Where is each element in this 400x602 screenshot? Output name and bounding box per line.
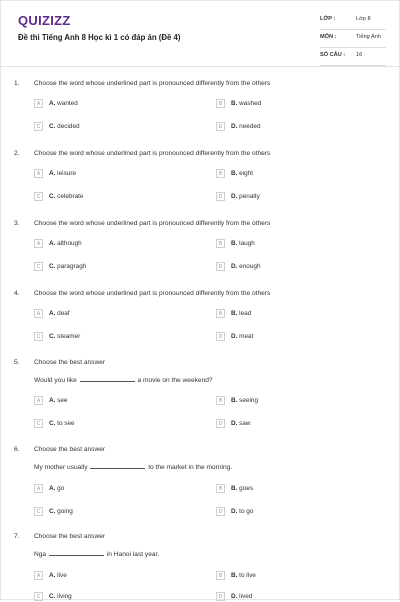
option-text: B. to live [231, 572, 256, 579]
option-letter: D [216, 419, 225, 428]
question-text: Choose the best answer [34, 446, 106, 453]
option-letter: C [34, 262, 43, 271]
meta-row-count [320, 48, 386, 66]
option-letter: C [34, 122, 43, 131]
question-number: 5. [14, 359, 20, 366]
option-letter: B [216, 571, 225, 580]
option-text: B. seeing [231, 397, 259, 404]
question-text: Choose the best answer [34, 533, 106, 540]
meta-value: 16 [356, 52, 363, 58]
question-text: Choose the word whose underlined part is pronounced differently from the others [34, 220, 271, 227]
option-letter: D [216, 507, 225, 516]
option-letter: C [34, 419, 43, 428]
option-text: B. goes [231, 485, 254, 492]
option-letter: B [216, 169, 225, 178]
option-letter: A [34, 571, 43, 580]
option-text: D. lived [231, 593, 253, 600]
question-sentence [34, 463, 232, 471]
question-text: Choose the word whose underlined part is pronounced differently from the others [34, 290, 271, 297]
option-text: C. to see [49, 420, 75, 427]
option-letter: D [216, 332, 225, 341]
meta-row-class [320, 12, 386, 30]
option-text: C. living [49, 593, 72, 600]
option-text: D. needed [231, 123, 261, 130]
option-text: A. see [49, 397, 68, 404]
option-text: C. going [49, 508, 73, 515]
option-letter: B [216, 309, 225, 318]
option-text: A. deaf [49, 310, 70, 317]
option-letter: D [216, 592, 225, 601]
sentence-after: in Hanoi last year. [106, 551, 160, 558]
option-letter: A [34, 396, 43, 405]
option-text: D. to go [231, 508, 254, 515]
option-letter: D [216, 122, 225, 131]
quizizz-logo: QUIZIZZ [18, 13, 71, 28]
question-number: 1. [14, 80, 20, 87]
question-number: 4. [14, 290, 20, 297]
option-letter: C [34, 192, 43, 201]
question-text: Choose the best answer [34, 359, 106, 366]
option-text: D. penalty [231, 193, 260, 200]
question-text: Choose the word whose underlined part is pronounced differently from the others [34, 150, 271, 157]
option-text: C. celebrate [49, 193, 84, 200]
meta-value: Tiếng Anh [356, 34, 381, 40]
sentence-after: a movie on the weekend? [137, 377, 213, 384]
option-text: A. although [49, 240, 82, 247]
document-title: Đề thi Tiếng Anh 8 Học kì 1 có đáp án (Đề 4) [18, 33, 181, 42]
option-text: C. decided [49, 123, 80, 130]
option-text: D. enough [231, 263, 261, 270]
meta-table [320, 12, 386, 66]
option-letter: C [34, 332, 43, 341]
question-text: Choose the word whose underlined part is pronounced differently from the others [34, 80, 271, 87]
option-text: B. washed [231, 100, 262, 107]
question-number: 2. [14, 150, 20, 157]
option-text: A. live [49, 572, 67, 579]
meta-label: SỐ CÂU : [320, 52, 346, 58]
option-letter: A [34, 309, 43, 318]
question-sentence [34, 550, 159, 558]
option-letter: A [34, 169, 43, 178]
option-text: B. eight [231, 170, 254, 177]
meta-value: Lớp 8 [356, 16, 371, 22]
option-text: C. steamer [49, 333, 81, 340]
page-header [0, 0, 400, 67]
question-sentence [34, 376, 213, 384]
option-letter: B [216, 396, 225, 405]
option-letter: A [34, 99, 43, 108]
option-text: C. paragragh [49, 263, 87, 270]
option-letter: D [216, 262, 225, 271]
option-text: A. wanted [49, 100, 78, 107]
sentence-after: to the market in the morning. [148, 464, 233, 471]
option-letter: A [34, 239, 43, 248]
option-letter: B [216, 99, 225, 108]
option-letter: A [34, 484, 43, 493]
option-text: A. go [49, 485, 65, 492]
option-text: D. saw [231, 420, 251, 427]
meta-label: LỚP : [320, 16, 336, 22]
option-text: B. lead [231, 310, 252, 317]
option-letter: C [34, 592, 43, 601]
option-text: A. leisure [49, 170, 76, 177]
option-letter: B [216, 239, 225, 248]
option-text: B. laugh [231, 240, 255, 247]
option-letter: D [216, 192, 225, 201]
sentence-before: Would you like [34, 377, 77, 384]
option-text: D. meat [231, 333, 254, 340]
answer-blank [49, 550, 104, 556]
answer-blank [80, 376, 135, 382]
sentence-before: My mother usually [34, 464, 88, 471]
question-number: 7. [14, 533, 20, 540]
question-number: 3. [14, 220, 20, 227]
question-number: 6. [14, 446, 20, 453]
meta-row-subject [320, 30, 386, 48]
answer-blank [90, 463, 145, 469]
sentence-before: Nga [34, 551, 47, 558]
option-letter: B [216, 484, 225, 493]
meta-label: MÔN : [320, 34, 337, 40]
option-letter: C [34, 507, 43, 516]
